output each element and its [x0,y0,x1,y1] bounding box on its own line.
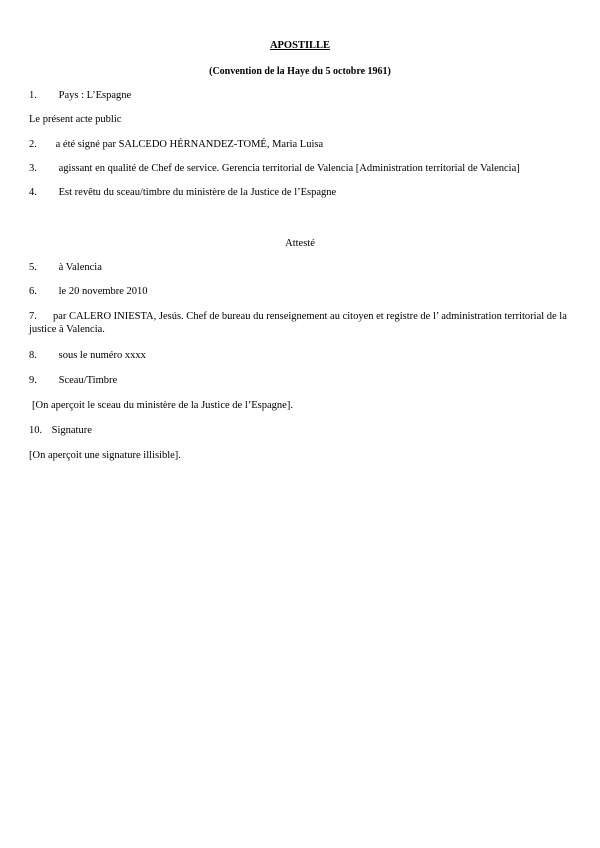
item-number: 4. [29,187,37,198]
item-seal [29,375,571,386]
item-text: a été signé par SALCEDO HÉRNANDEZ-TOMÉ, Maria Luisa [55,139,324,150]
document-title: APOSTILLE [269,40,331,51]
item-number-ref [29,350,571,361]
attested-heading: Attesté [285,238,315,249]
item-number: 6. [29,286,37,297]
item-issued-by [29,310,571,336]
signature-note: [On aperçoit une signature illisible]. [29,450,181,461]
item-text: par CALERO INIESTA, Jesús. Chef de bureau du renseignement au citoyen et registre de l’ administration territorial de la justice à Valencia. [29,311,567,335]
item-text: agissant en qualité de Chef de service. Gerencia territorial de Valencia [Administration territorial de Valencia] [58,163,520,174]
item-text: Sceau/Timbre [58,375,118,386]
item-number: 9. [29,375,37,386]
item-signature [29,425,571,436]
item-number: 1. [29,90,37,101]
item-number: 2. [29,139,37,150]
item-text: le 20 novembre 2010 [58,286,148,297]
item-text: Pays : L’Espagne [58,90,132,101]
item-number: 5. [29,262,37,273]
item-text: sous le numéro xxxx [58,350,146,361]
item-country [29,90,571,101]
item-seal-bearer [29,187,571,198]
item-date [29,286,571,297]
item-number: 7. [29,311,37,322]
item-number: 10. [29,425,43,436]
item-capacity [29,163,571,174]
item-number: 8. [29,350,37,361]
item-text: à Valencia [58,262,102,273]
document-subtitle: (Convention de la Haye du 5 octobre 1961) [209,66,391,77]
seal-note: [On aperçoit le sceau du ministère de la Justice de l’Espagne]. [32,400,293,411]
item-place [29,262,571,273]
item-number: 3. [29,163,37,174]
item-signed-by [29,139,571,150]
intro-text: Le présent acte public [29,114,122,125]
item-text: Signature [51,425,92,436]
item-text: Est revêtu du sceau/timbre du ministère de la Justice de l’Espagne [58,187,337,198]
